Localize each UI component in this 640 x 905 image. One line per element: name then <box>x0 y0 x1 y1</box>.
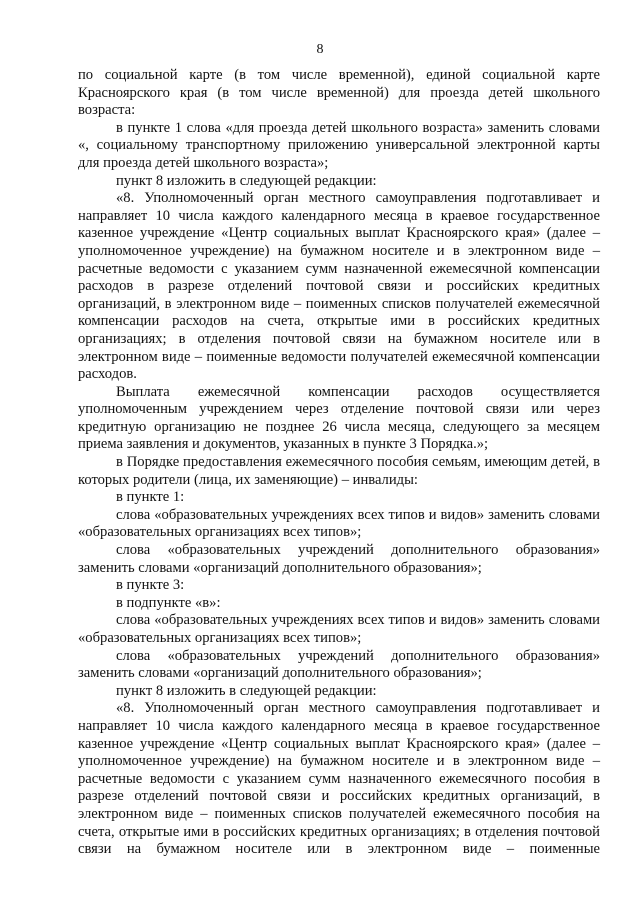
paragraph: пункт 8 изложить в следующей редакции: <box>116 172 377 189</box>
paragraph: слова «образовательных учреждениях всех типов и видов» заменить словами «образовательных организациях всех типов»; <box>78 612 600 646</box>
paragraph: в пункте 1: <box>116 489 185 506</box>
paragraph: в Порядке предоставления ежемесячного пособия семьям, имеющим детей, в которых родители (лица, их заменяющие) – инвалиды: <box>78 454 600 488</box>
paragraph: в подпункте «в»: <box>116 594 221 611</box>
paragraph: слова «образовательных учреждений дополнительного образования» заменить словами «организаций дополнительного образования»; <box>78 647 600 682</box>
page-number: 8 <box>316 42 324 57</box>
paragraph: пункт 8 изложить в следующей редакции: <box>116 682 377 699</box>
paragraph: по социальной карте (в том числе временной), единой социальной карте Красноярского края (в том числе временной) для проезда детей школьного возраста: <box>78 67 600 119</box>
paragraph: в пункте 1 слова «для проезда детей школьного возраста» заменить словами «, социальному транспортному приложению универсальной электронной карты для проезда детей школьного возраста»; <box>78 119 600 171</box>
paragraph: слова «образовательных учреждениях всех типов и видов» заменить словами «образовательных организациях всех типов»; <box>78 506 600 541</box>
paragraph: Выплата ежемесячной компенсации расходов осуществляется уполномоченным учреждением через отделение почтовой связи или через кредитную организацию не позднее 26 числа месяца, следующего за месяцем приема заявления и документов, указанных в пункте 3 Порядка.»; <box>78 383 600 453</box>
paragraph: «8. Уполномоченный орган местного самоуправления подготавливает и направляет 10 числа каждого календарного месяца в краевое государственное казенное учреждение «Центр социальных выплат Красноярского края» (далее – уполномоченное учреждение) на бумажном носителе и в электронном виде – расчетные ведомости с указанием сумм назначенного ежемесячного пособия в разрезе отделений почтовой связи и российских кредитных организаций, в электронном виде – поименных списков получателей ежемесячного пособия на счета, открытые ими в российских кредитных организациях; в отделения почтовой связи на бумажном носителе или в электронном виде – поименные <box>78 700 600 858</box>
document-body <box>78 67 600 859</box>
paragraph: слова «образовательных учреждений дополнительного образования» заменить словами «организаций дополнительного образования»; <box>78 542 600 576</box>
paragraph: «8. Уполномоченный орган местного самоуправления подготавливает и направляет 10 числа каждого календарного месяца в краевое государственное казенное учреждение «Центр социальных выплат Красноярского края» (далее – уполномоченное учреждение) на бумажном носителе и в электронном виде – расчетные ведомости с указанием сумм назначенной ежемесячной компенсации расходов в разрезе отделений почтовой связи и российских кредитных организаций, в электронном виде – поименных списков получателей ежемесячной компенсации расходов на счета, открытые ими в российских кредитных организациях; в отделения почтовой связи на бумажном носителе или в электронном виде – поименные ведомости получателей ежемесячной компенсации расходов. <box>78 190 600 383</box>
paragraph: в пункте 3: <box>116 577 185 594</box>
